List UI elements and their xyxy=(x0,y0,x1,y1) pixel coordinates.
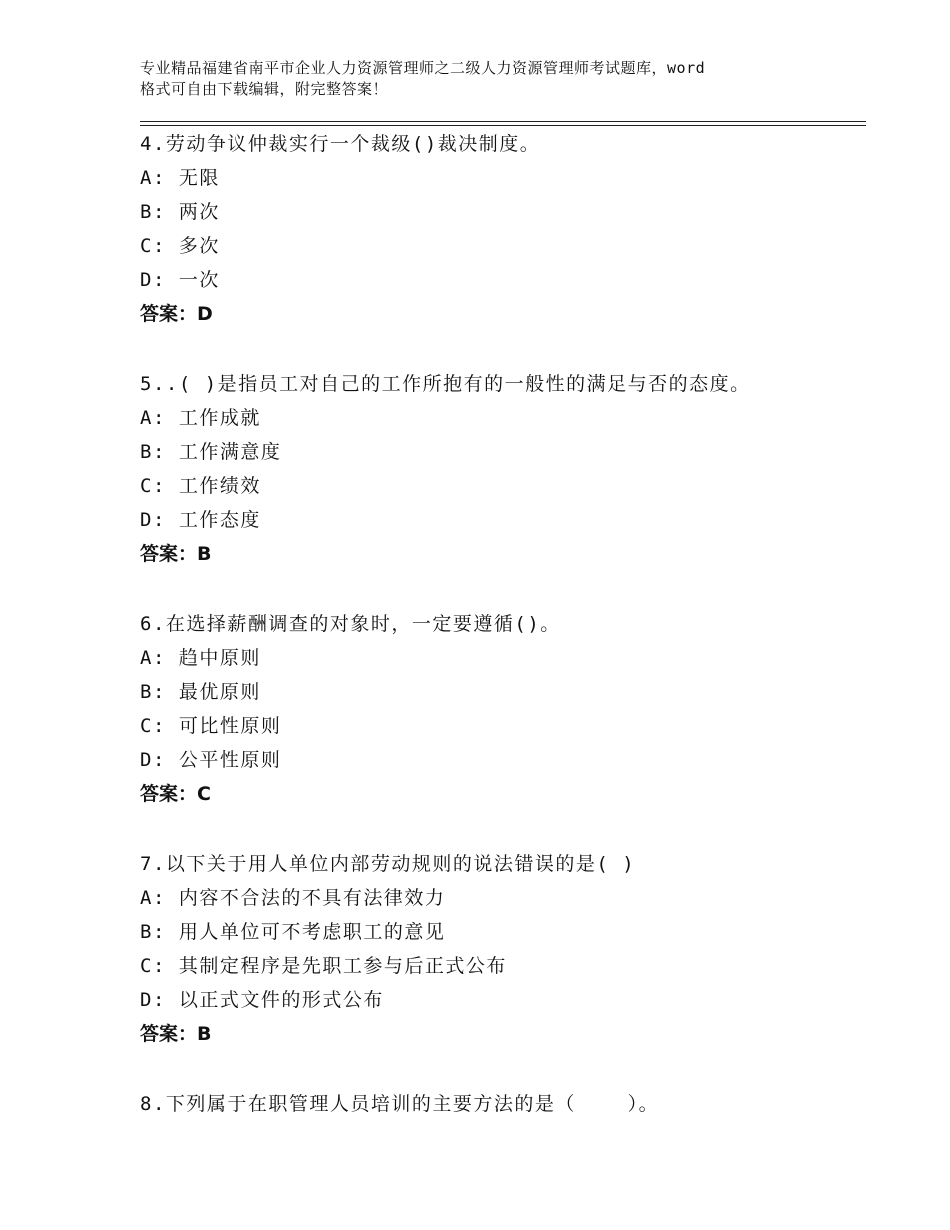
option-d: D: 公平性原则 xyxy=(140,749,282,771)
answer-line: 答案：C xyxy=(140,783,211,805)
question-stem: 7.以下关于用人单位内部劳动规则的说法错误的是( ) xyxy=(140,853,636,875)
question-7 xyxy=(140,847,866,1051)
option-b: B: 工作满意度 xyxy=(140,441,282,463)
question-stem: 8.下列属于在职管理人员培训的主要方法的是（ ）。 xyxy=(140,1093,660,1115)
question-list xyxy=(140,127,866,1157)
header-line-2: 格式可自由下载编辑，附完整答案！ xyxy=(140,80,389,98)
option-b: B: 两次 xyxy=(140,201,220,223)
answer-line: 答案：D xyxy=(140,303,213,325)
option-c: C: 可比性原则 xyxy=(140,715,282,737)
option-c: C: 其制定程序是先职工参与后正式公布 xyxy=(140,955,507,977)
document-header xyxy=(140,58,830,100)
question-5 xyxy=(140,367,866,571)
question-4 xyxy=(140,127,866,331)
answer-line: 答案：B xyxy=(140,1023,212,1045)
option-a: A: 趋中原则 xyxy=(140,647,261,669)
option-a: A: 无限 xyxy=(140,167,220,189)
header-line-1: 专业精品福建省南平市企业人力资源管理师之二级人力资源管理师考试题库，word xyxy=(140,59,706,77)
question-8 xyxy=(140,1087,866,1121)
option-c: C: 多次 xyxy=(140,235,220,257)
question-stem: 4.劳动争议仲裁实行一个裁级()裁决制度。 xyxy=(140,133,541,155)
option-b: B: 最优原则 xyxy=(140,681,261,703)
option-d: D: 一次 xyxy=(140,269,220,291)
option-a: A: 工作成就 xyxy=(140,407,261,429)
option-a: A: 内容不合法的不具有法律效力 xyxy=(140,887,446,909)
option-d: D: 工作态度 xyxy=(140,509,261,531)
header-divider-bottom xyxy=(140,125,866,126)
answer-line: 答案：B xyxy=(140,543,212,565)
header-divider-top xyxy=(140,121,866,122)
option-b: B: 用人单位可不考虑职工的意见 xyxy=(140,921,446,943)
option-d: D: 以正式文件的形式公布 xyxy=(140,989,384,1011)
question-stem: 6.在选择薪酬调查的对象时，一定要遵循()。 xyxy=(140,613,561,635)
question-stem: 5..( )是指员工对自己的工作所抱有的一般性的满足与否的态度。 xyxy=(140,373,751,395)
question-6 xyxy=(140,607,866,811)
option-c: C: 工作绩效 xyxy=(140,475,261,497)
